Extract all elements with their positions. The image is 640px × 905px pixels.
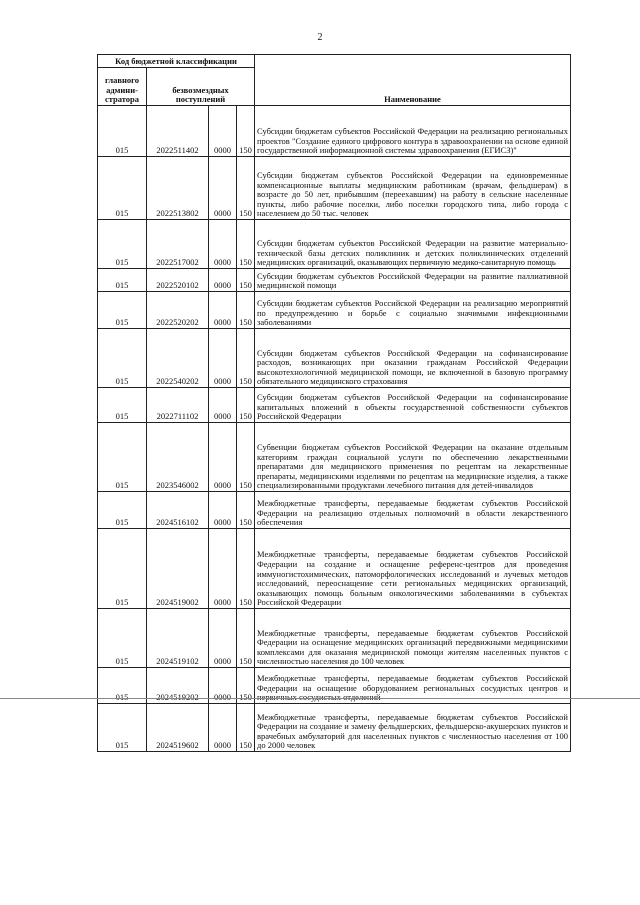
table-row	[98, 423, 571, 492]
name-cell: Субвенции бюджетам субъектов Российской Федерации на оказание отдельным категориям граждан социальной услуги по обеспечению лекарственными препаратами для медицинского применения по рецептам на лекарственные препараты, медицинскими изделиями по рецептам на медицинские изделия, а также специализированными продуктами лечебного питания для детей-инвалидов	[255, 423, 571, 492]
header-name: Наименование	[255, 55, 571, 106]
income-code-cell: 2024519102	[147, 609, 209, 668]
name-cell: Субсидии бюджетам субъектов Российской Федерации на софинансирование расходов, возникающих при оказании гражданам Российской Федерации высокотехнологичной медицинской помощи, не включенной в базовую программу обязательного медицинского страхования	[255, 329, 571, 388]
kind-cell: 150	[237, 423, 255, 492]
admin-code-cell: 015	[98, 704, 147, 752]
header-income: безвозмездных поступлений	[147, 68, 255, 106]
table-row	[98, 157, 571, 220]
admin-code-cell: 015	[98, 329, 147, 388]
subtype-cell: 0000	[209, 106, 237, 157]
table-row	[98, 106, 571, 157]
admin-code-cell: 015	[98, 609, 147, 668]
admin-code-cell: 015	[98, 529, 147, 609]
income-code-cell: 2022517002	[147, 220, 209, 269]
income-code-cell: 2023546002	[147, 423, 209, 492]
scan-line	[0, 698, 640, 699]
income-code-cell: 2022540202	[147, 329, 209, 388]
kind-cell: 150	[237, 106, 255, 157]
income-code-cell: 2022711102	[147, 388, 209, 423]
income-code-cell: 2022520202	[147, 292, 209, 329]
subtype-cell: 0000	[209, 423, 237, 492]
name-cell: Межбюджетные трансферты, передаваемые бюджетам субъектов Российской Федерации на создание и оснащение референс-центров для проведения иммуногистохимических, патоморфологических исследований и лучевых методов исследований, переоснащение сети региональных медицинских организаций, оказывающих помощь больным онкологическими заболеваниями в субъектах Российской Федерации	[255, 529, 571, 609]
table-row	[98, 609, 571, 668]
page-number: 2	[317, 32, 323, 43]
subtype-cell: 0000	[209, 388, 237, 423]
kind-cell: 150	[237, 329, 255, 388]
kind-cell: 150	[237, 529, 255, 609]
admin-code-cell: 015	[98, 106, 147, 157]
kind-cell: 150	[237, 157, 255, 220]
name-cell: Субсидии бюджетам субъектов Российской Федерации на софинансирование капитальных вложений в объекты государственной собственности субъектов Российской Федерации	[255, 388, 571, 423]
kind-cell: 150	[237, 388, 255, 423]
subtype-cell: 0000	[209, 292, 237, 329]
subtype-cell: 0000	[209, 492, 237, 529]
name-cell: Субсидии бюджетам субъектов Российской Федерации на единовременные компенсационные выплаты медицинским работникам (врачам, фельдшерам) в возрасте до 50 лет, прибывшим (переехавшим) на работу в сельские населенные пункты, либо рабочие поселки, либо поселки городского типа, либо города с населением до 50 тыс. человек	[255, 157, 571, 220]
name-cell: Субсидии бюджетам субъектов Российской Федерации на развитие паллиативной медицинской помощи	[255, 269, 571, 292]
kind-cell: 150	[237, 220, 255, 269]
kind-cell: 150	[237, 292, 255, 329]
kind-cell: 150	[237, 492, 255, 529]
table-row	[98, 269, 571, 292]
income-code-cell: 2022513802	[147, 157, 209, 220]
admin-code-cell: 015	[98, 388, 147, 423]
income-code-cell: 2024516102	[147, 492, 209, 529]
subtype-cell: 0000	[209, 609, 237, 668]
admin-code-cell: 015	[98, 292, 147, 329]
admin-code-cell: 015	[98, 220, 147, 269]
admin-code-cell: 015	[98, 269, 147, 292]
income-code-cell: 2022520102	[147, 269, 209, 292]
name-cell: Субсидии бюджетам субъектов Российской Федерации на развитие материально-технической базы детских поликлиник и детских поликлинических отделений медицинских организаций, оказывающих первичную медико-санитарную помощь	[255, 220, 571, 269]
subtype-cell: 0000	[209, 269, 237, 292]
subtype-cell: 0000	[209, 529, 237, 609]
kind-cell: 150	[237, 704, 255, 752]
name-cell: Межбюджетные трансферты, передаваемые бюджетам субъектов Российской Федерации на реализацию отдельных полномочий в области лекарственного обеспечения	[255, 492, 571, 529]
header-admin: главного админи-стратора	[98, 68, 147, 106]
subtype-cell: 0000	[209, 220, 237, 269]
budget-classification-table	[97, 54, 571, 752]
admin-code-cell: 015	[98, 423, 147, 492]
kind-cell: 150	[237, 609, 255, 668]
table-row	[98, 529, 571, 609]
kind-cell: 150	[237, 269, 255, 292]
name-cell: Межбюджетные трансферты, передаваемые бюджетам субъектов Российской Федерации на оснащение медицинских организаций передвижными медицинскими комплексами для оказания медицинской помощи жителям населенных пунктов с численностью населения до 100 человек	[255, 609, 571, 668]
table-row	[98, 292, 571, 329]
income-code-cell: 2024519002	[147, 529, 209, 609]
table-row	[98, 492, 571, 529]
table-row	[98, 704, 571, 752]
admin-code-cell: 015	[98, 157, 147, 220]
table-row	[98, 329, 571, 388]
name-cell: Субсидии бюджетам субъектов Российской Федерации на реализацию мероприятий по предупреждению и борьбе с социально значимыми инфекционными заболеваниями	[255, 292, 571, 329]
subtype-cell: 0000	[209, 704, 237, 752]
admin-code-cell: 015	[98, 492, 147, 529]
name-cell: Межбюджетные трансферты, передаваемые бюджетам субъектов Российской Федерации на создание и замену фельдшерских, фельдшерско-акушерских пунктов и врачебных амбулаторий для населенных пунктов с численностью населения от 100 до 2000 человек	[255, 704, 571, 752]
income-code-cell: 2024519602	[147, 704, 209, 752]
subtype-cell: 0000	[209, 157, 237, 220]
header-group: Код бюджетной классификации	[98, 55, 255, 68]
table-row	[98, 220, 571, 269]
table-row	[98, 388, 571, 423]
name-cell: Межбюджетные трансферты, передаваемые бюджетам субъектов Российской Федерации на оснащение оборудованием региональных сосудистых центров и	[255, 668, 571, 704]
income-code-cell: 2022511402	[147, 106, 209, 157]
name-cell: Субсидии бюджетам субъектов Российской Федерации на реализацию региональных проектов "Создание единого цифрового контура в здравоохранении на основе единой государственной информационной системы здравоохранения (ЕГИСЗ)"	[255, 106, 571, 157]
subtype-cell: 0000	[209, 329, 237, 388]
